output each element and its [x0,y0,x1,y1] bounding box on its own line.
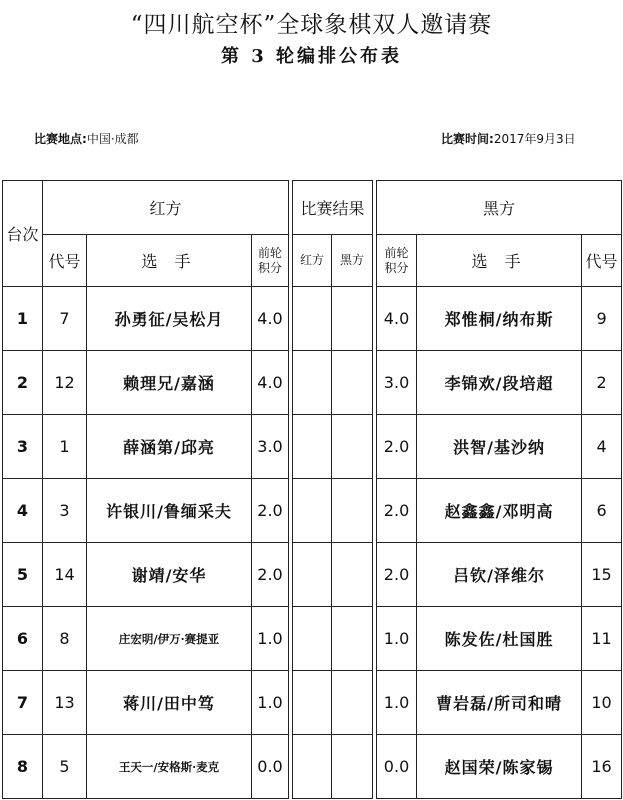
black-code: 2 [582,351,622,415]
black-prev-score: 3.0 [377,351,417,415]
black-prev-score: 2.0 [377,415,417,479]
red-players: 赖理兄/嘉涵 [87,351,252,415]
result-red-cell [293,479,332,543]
black-code-header: 代号 [582,235,622,287]
prev-score-header-line2: 积分 [384,260,409,275]
black-players: 赵国荣/陈家锡 [417,735,582,799]
red-prev-score: 2.0 [252,479,289,543]
red-players: 蒋川/田中笃 [87,671,252,735]
table-row [3,607,622,671]
red-code: 3 [43,479,87,543]
header-row-top [3,181,622,235]
red-players: 许银川/鲁缅采夫 [87,479,252,543]
result-black-cell [332,415,373,479]
table-row [3,543,622,607]
result-red-cell [293,415,332,479]
black-players: 洪智/基沙纳 [417,415,582,479]
black-prev-score: 1.0 [377,671,417,735]
black-code: 10 [582,671,622,735]
prev-score-header-line2: 积分 [258,260,283,275]
prev-score-header-line1: 前轮 [384,245,409,260]
black-code: 9 [582,287,622,351]
red-code: 14 [43,543,87,607]
date-value: 2017年9月3日 [493,132,576,146]
red-prev-score: 2.0 [252,543,289,607]
result-header: 比赛结果 [293,181,373,235]
result-red-cell [293,351,332,415]
red-prev-score-header [252,235,289,287]
black-players: 李锦欢/段培超 [417,351,582,415]
table-row [3,351,622,415]
table-row [3,479,622,543]
black-players: 赵鑫鑫/邓明高 [417,479,582,543]
black-players: 陈发佐/杜国胜 [417,607,582,671]
seat-header: 台次 [3,181,43,287]
seat-number: 7 [3,671,43,735]
result-red-cell [293,607,332,671]
result-black-cell [332,351,373,415]
seat-number: 6 [3,607,43,671]
black-players: 郑惟桐/纳布斯 [417,287,582,351]
seat-number: 8 [3,735,43,799]
black-side-header: 黑方 [377,181,622,235]
result-black-cell [332,735,373,799]
red-prev-score: 4.0 [252,351,289,415]
pairing-table [2,180,622,799]
result-red-cell [293,671,332,735]
black-code: 15 [582,543,622,607]
black-prev-score: 1.0 [377,607,417,671]
black-code: 11 [582,607,622,671]
header-row-sub [3,235,622,287]
red-side-header: 红方 [43,181,289,235]
red-code: 12 [43,351,87,415]
black-prev-score: 0.0 [377,735,417,799]
black-players: 曹岩磊/所司和晴 [417,671,582,735]
red-players: 谢靖/安华 [87,543,252,607]
venue-info [34,130,139,147]
red-code: 1 [43,415,87,479]
seat-number: 2 [3,351,43,415]
red-code-header: 代号 [43,235,87,287]
black-prev-score-header [377,235,417,287]
red-prev-score: 1.0 [252,607,289,671]
result-black-cell [332,543,373,607]
table-row [3,671,622,735]
seat-number: 1 [3,287,43,351]
red-prev-score: 4.0 [252,287,289,351]
black-player-header: 选 手 [417,235,582,287]
page-title: “四川航空杯”全球象棋双人邀请赛 [130,12,493,38]
red-prev-score: 1.0 [252,671,289,735]
result-black-cell [332,671,373,735]
red-code: 13 [43,671,87,735]
result-black-cell [332,607,373,671]
red-code: 7 [43,287,87,351]
seat-number: 5 [3,543,43,607]
red-code: 5 [43,735,87,799]
seat-number: 3 [3,415,43,479]
red-player-header: 选 手 [87,235,252,287]
result-red-cell [293,543,332,607]
venue-label: 比赛地点: [34,132,87,146]
red-code: 8 [43,607,87,671]
table-row [3,287,622,351]
date-label: 比赛时间: [441,132,494,146]
date-info [441,130,576,147]
prev-score-header-line1: 前轮 [258,245,283,260]
black-code: 16 [582,735,622,799]
result-black-cell [332,479,373,543]
round-subtitle: 第 3 轮编排公布表 [220,46,403,67]
black-players: 吕钦/泽维尔 [417,543,582,607]
result-red-cell [293,735,332,799]
table-row [3,415,622,479]
red-players: 孙勇征/吴松月 [87,287,252,351]
black-code: 6 [582,479,622,543]
venue-value: 中国·成都 [86,132,139,146]
result-black-cell [332,287,373,351]
black-code: 4 [582,415,622,479]
black-prev-score: 2.0 [377,543,417,607]
result-red-header: 红方 [293,235,332,287]
red-players: 王天一/安格斯·麦克 [87,735,252,799]
red-prev-score: 0.0 [252,735,289,799]
table-row [3,735,622,799]
black-prev-score: 4.0 [377,287,417,351]
red-players: 薛涵第/邱亮 [87,415,252,479]
black-prev-score: 2.0 [377,479,417,543]
seat-number: 4 [3,479,43,543]
result-red-cell [293,287,332,351]
red-prev-score: 3.0 [252,415,289,479]
result-black-header: 黑方 [332,235,373,287]
red-players: 庄宏明/伊万·赛提亚 [87,607,252,671]
